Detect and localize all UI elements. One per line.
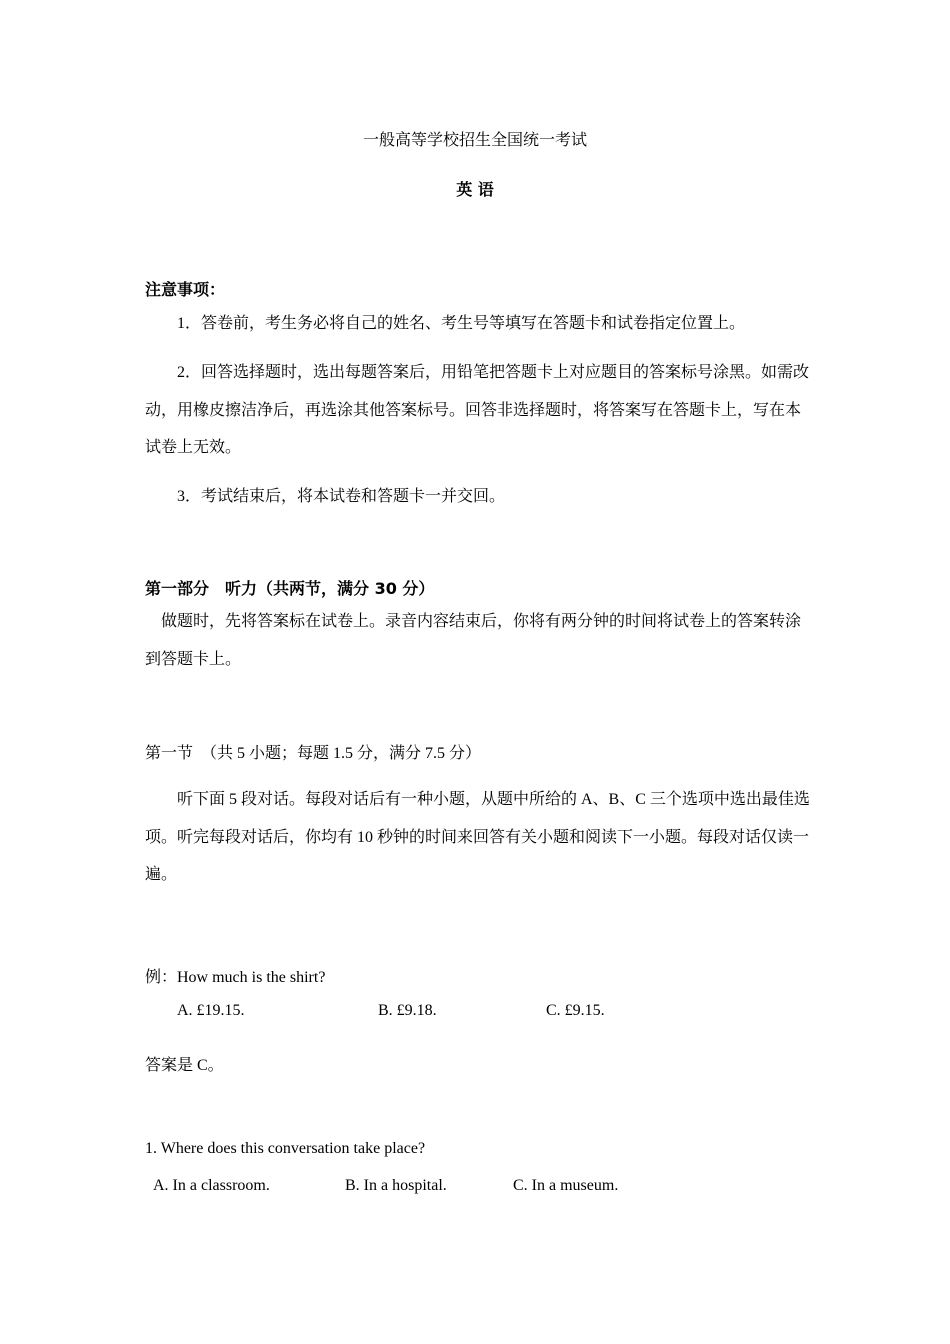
- section1-heading: 第一节 （共 5 小题；每题 1.5 分，满分 7.5 分）: [145, 745, 482, 762]
- example-answer: 答案是 C。: [145, 1057, 224, 1074]
- notice-item-3: 3．考试结束后，将本试卷和答题卡一并交回。: [177, 488, 506, 505]
- part1-instructions: 做题时，先将答案标在试卷上。录音内容结束后，你将有两分钟的时间将试卷上的答案转涂到答题卡上。: [145, 613, 802, 668]
- example-question: 例：How much is the shirt?: [145, 969, 326, 986]
- section1-instructions: 听下面 5 段对话。每段对话后有一种小题，从题中所给的 A、B、C 三个选项中选出最佳选项。听完每段对话后，你均有 10 秒钟的时间来回答有关小题和阅读下一小题。每段对话仅读一遍。: [145, 791, 810, 883]
- exam-title: 一般高等学校招生全国统一考试: [362, 132, 587, 149]
- question-1-option-c: C. In a museum.: [513, 1177, 619, 1194]
- notice-item-1: 1．答卷前，考生务必将自己的姓名、考生号等填写在答题卡和试卷指定位置上。: [177, 315, 746, 332]
- notice-heading: 注意事项：: [145, 280, 226, 299]
- notice-item-2: 2．回答选择题时，选出每题答案后，用铅笔把答题卡上对应题目的答案标号涂黑。如需改动，用橡皮擦洁净后，再选涂其他答案标号。回答非选择题时，将答案写在答题卡上，写在本试卷上无效。: [145, 364, 810, 456]
- part1-heading: 第一部分 听力（共两节，满分 30 分）: [145, 579, 435, 598]
- question-1-text: 1. Where does this conversation take place?: [145, 1140, 426, 1157]
- example-option-a: A. £19.15.: [177, 1002, 245, 1019]
- question-1-option-b: B. In a hospital.: [345, 1177, 447, 1194]
- example-option-c: C. £9.15.: [546, 1002, 605, 1019]
- example-option-b: B. £9.18.: [378, 1002, 437, 1019]
- subject-title: 英 语: [456, 180, 494, 199]
- question-1-option-a: A. In a classroom.: [153, 1177, 270, 1194]
